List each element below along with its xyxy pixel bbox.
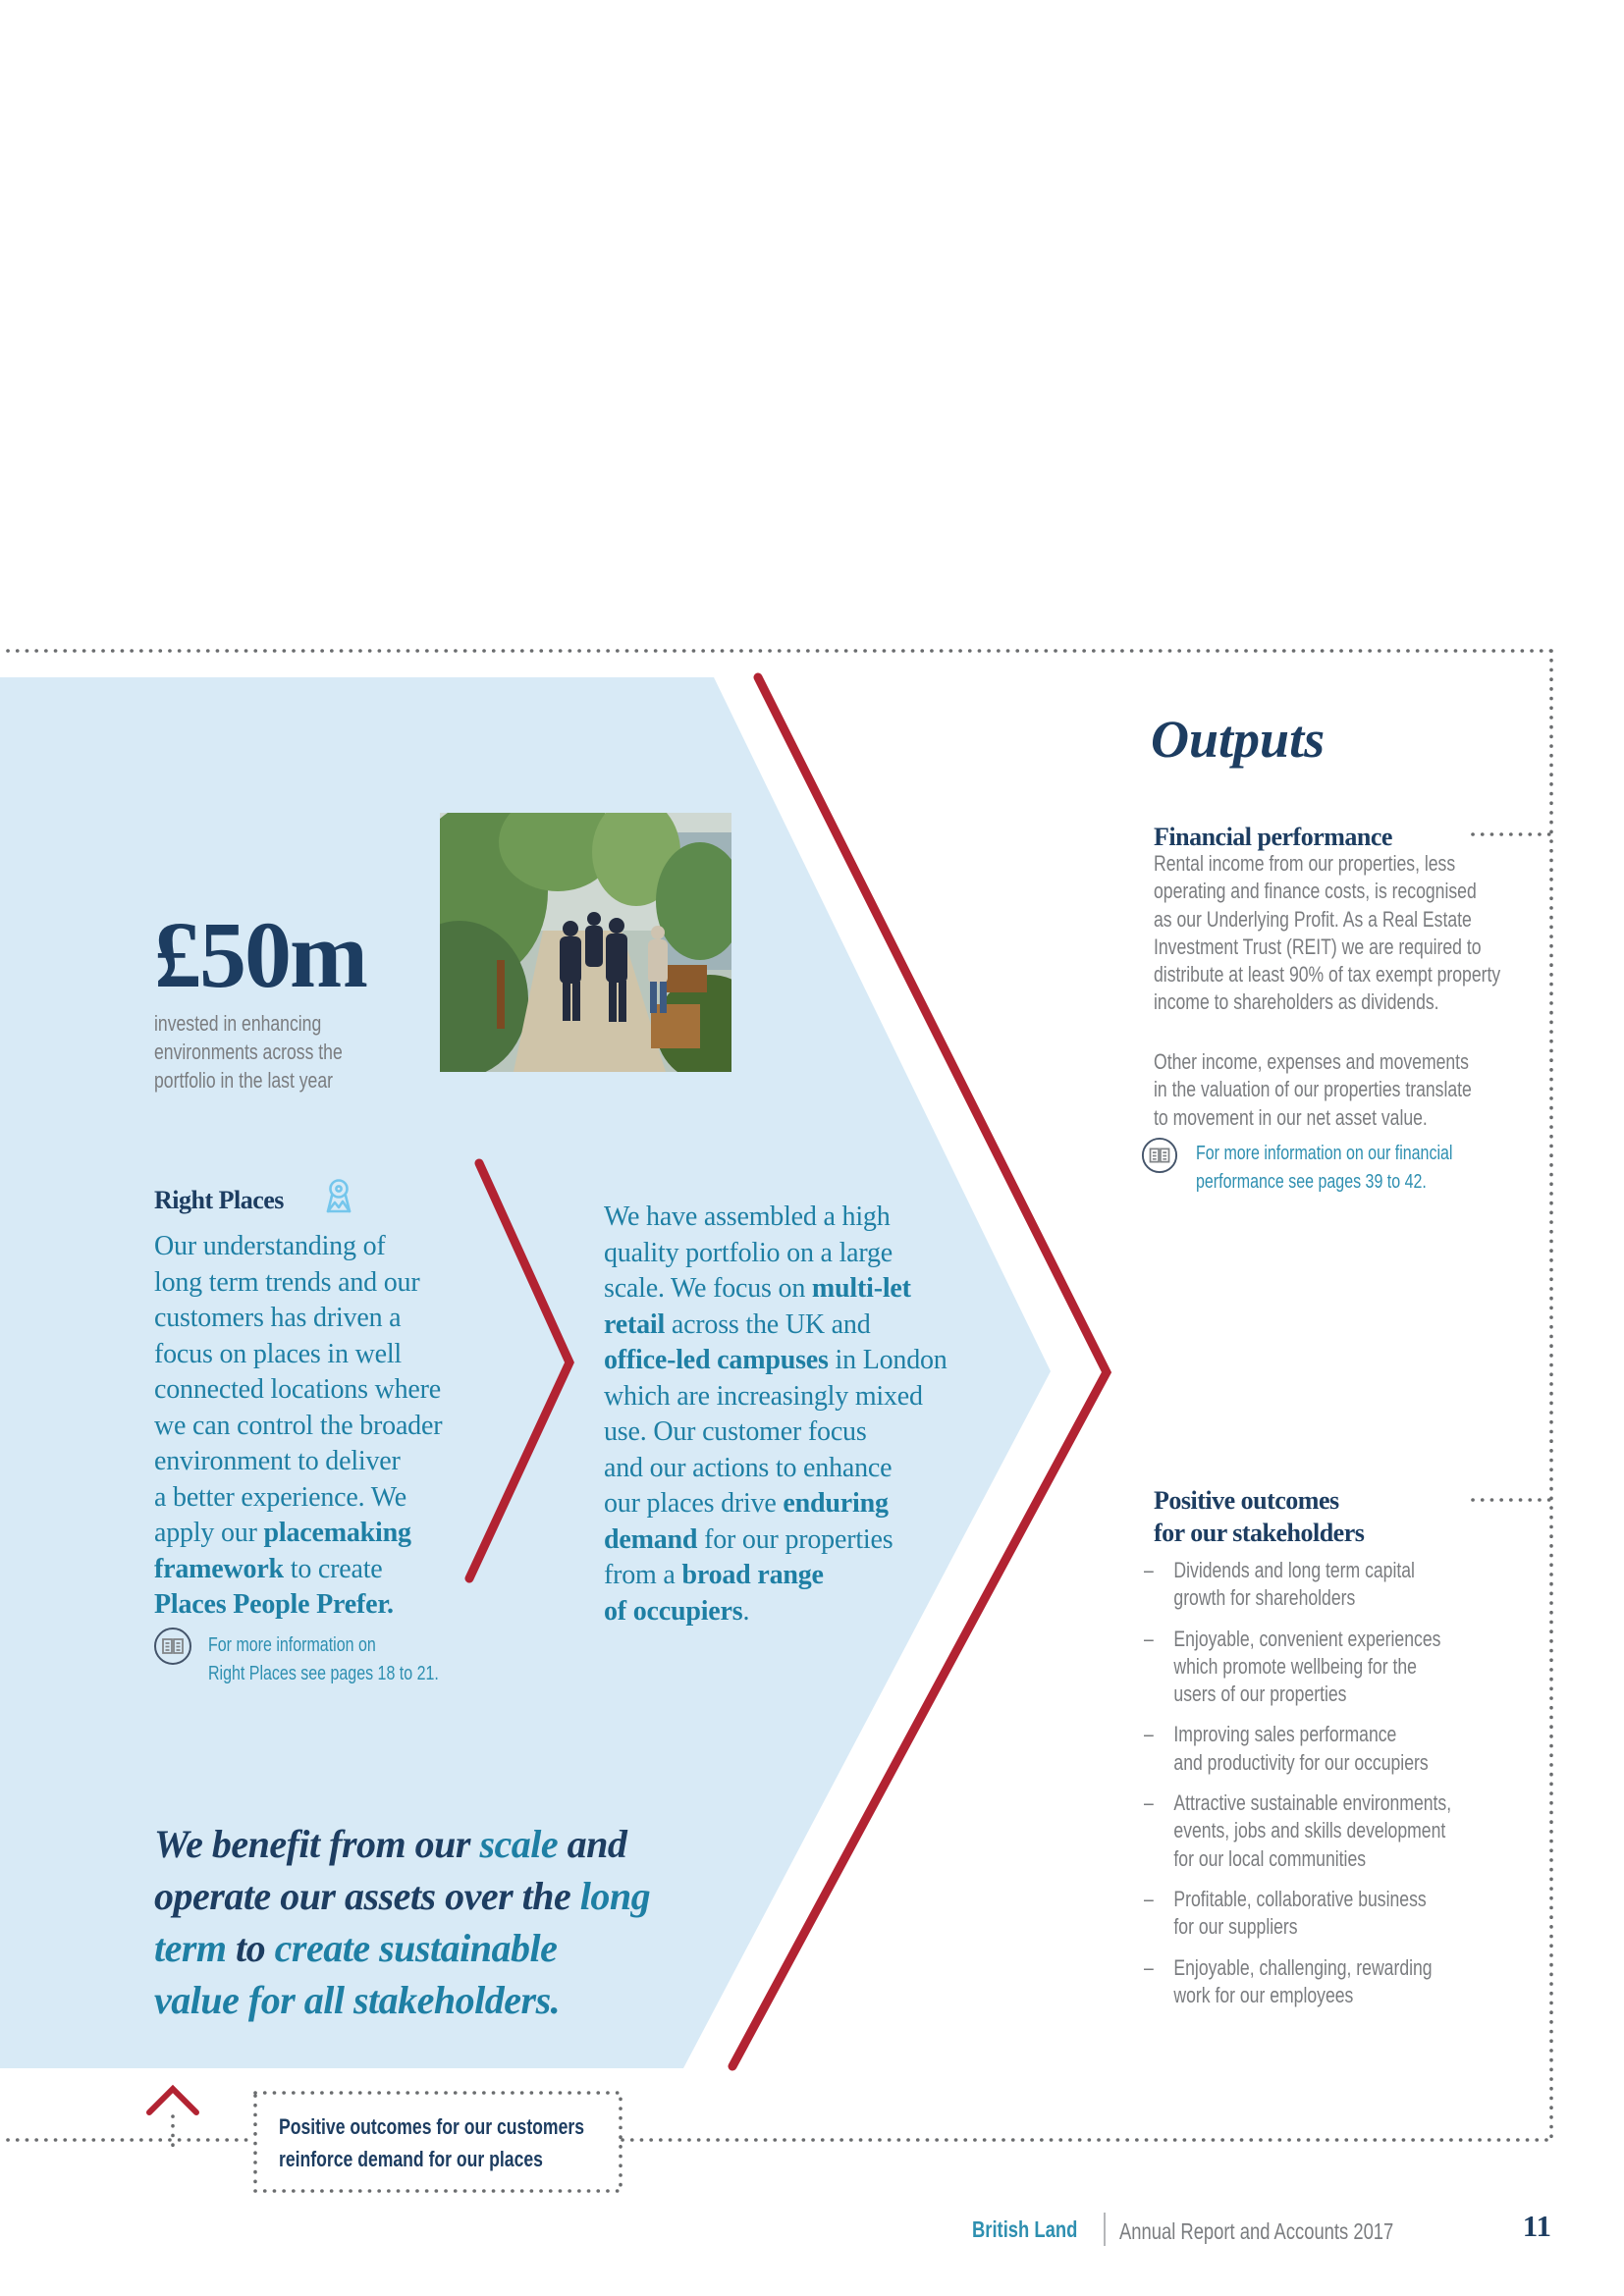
list-item: – Improving sales performance and productivity for our occupiers <box>1144 1721 1584 1777</box>
portfolio-body: We have assembled a high quality portfolio on a large scale. We focus on multi-let retail across the UK and office-led campuses in London which are increasingly mixed use. Our customer focus and our actions to enhance our places drive enduring demand for our properties from a broad range of occupiers. <box>604 1201 947 1627</box>
red-up-arrow-icon <box>149 2089 196 2112</box>
financial-performance-para1: Rental income from our properties, less operating and finance costs, is recognised as our Underlying Profit. As a Real Estate Investment Trust (REIT) we are required to distribute at least 90% of tax exempt property income to shareholders as dividends. <box>1154 851 1501 1015</box>
map-pin-icon <box>320 1178 357 1234</box>
stakeholders-heading: Positive outcomes for our stakeholders <box>1154 1486 1365 1547</box>
financial-performance-heading: Financial performance <box>1154 823 1392 851</box>
outputs-title: Outputs <box>1151 710 1326 769</box>
photo-people-walkway <box>440 813 731 1072</box>
list-item: – Attractive sustainable environments, events, jobs and skills development for our local communities <box>1144 1789 1584 1873</box>
stat-value: £50m <box>154 902 366 1007</box>
list-item: – Enjoyable, challenging, rewarding work for our employees <box>1144 1954 1584 2010</box>
footer-report-title: Annual Report and Accounts 2017 <box>1119 2218 1394 2244</box>
list-item: – Dividends and long term capital growth for shareholders <box>1144 1557 1584 1613</box>
bullet-dash: – <box>1144 1558 1154 1582</box>
open-book-icon <box>1141 1137 1178 1179</box>
footer-brand: British Land <box>972 2216 1078 2242</box>
bullet-dash: – <box>1144 1886 1154 1911</box>
right-places-body: Our understanding of long term trends and our customers has driven a focus on places in well connected locations where we can control the broader environment to deliver a better experience. We apply our placemaking framework to create Places People Prefer. <box>154 1231 443 1620</box>
list-item: – Enjoyable, convenient experiences which promote wellbeing for the users of our properties <box>1144 1626 1584 1709</box>
benefit-quote: We benefit from our scale and operate our assets over the long term to create sustainable value for all stakeholders. <box>154 1822 651 2022</box>
page-number: 11 <box>1522 2209 1551 2243</box>
flow-label: Positive outcomes for our customers reinforce demand for our places <box>279 2114 585 2171</box>
financial-performance-note: For more information on our financial performance see pages 39 to 42. <box>1196 1143 1453 1193</box>
footer-divider <box>1104 2213 1106 2246</box>
right-places-heading: Right Places <box>154 1186 284 1214</box>
bullet-dash: – <box>1144 1626 1154 1651</box>
bullet-dash: – <box>1144 1722 1154 1747</box>
financial-performance-para2: Other income, expenses and movements in the valuation of our properties translate to movement in our net asset value. <box>1154 1049 1472 1130</box>
open-book-icon <box>153 1627 192 1671</box>
right-places-note: For more information on Right Places see pages 18 to 21. <box>208 1634 439 1684</box>
stakeholders-bullet-list <box>1144 1557 1584 2022</box>
bullet-dash: – <box>1144 1954 1154 1980</box>
stat-caption: invested in enhancing environments across the portfolio in the last year <box>154 1011 343 1093</box>
bullet-dash: – <box>1144 1790 1154 1816</box>
list-item: – Profitable, collaborative business for our suppliers <box>1144 1886 1584 1942</box>
